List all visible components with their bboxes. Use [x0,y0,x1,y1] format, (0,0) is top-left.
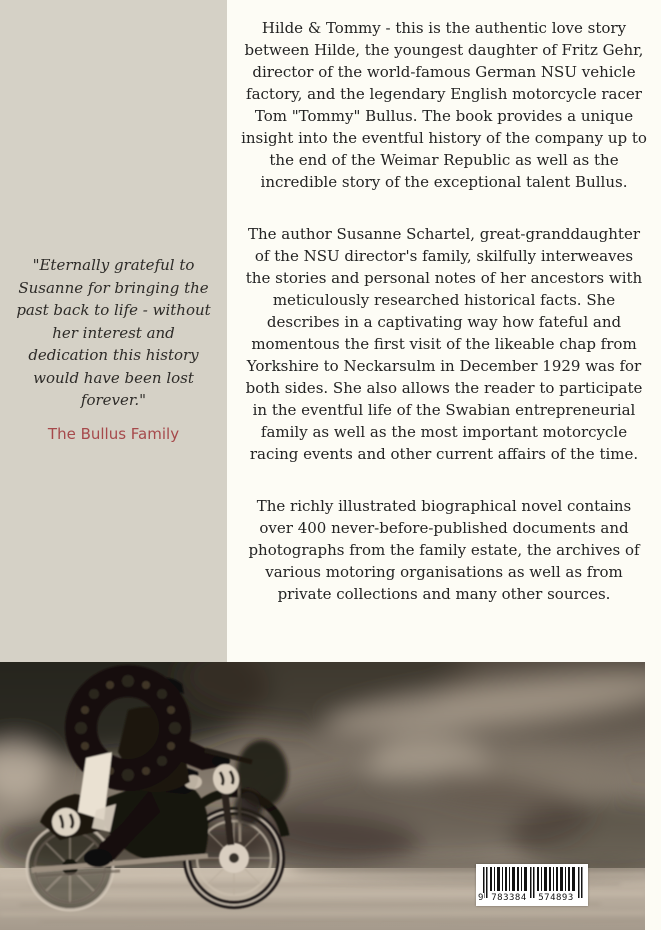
blurb-paragraph-1: Hilde & Tommy - this is the authentic love story between Hilde, the youngest daughter of Fritz Gehr, director of the world-famous German NSU vehicle factory, and the legendary English motorcycle racer Tom "Tommy" Bullus. The book provides a unique insight into the eventful history of the company up to the end of the Weimar Republic as well as the incredible story of the exceptional talent Bullus. [241,19,647,191]
blurb-paragraph-2: The author Susanne Schartel, great-granddaughter of the NSU director's family, skilfully interweaves the stories and personal notes of her ancestors with meticulously researched historical facts. She describes in a captivating way how fateful and momentous the first visit of the likeable chap from Yorkshire to Neckarsulm in December 1929 was for both sides. She also allows the reader to participate in the eventful life of the Swabian entrepreneurial family as well as the most important motorcycle racing events and other current affairs of the time. [245,225,643,463]
isbn-barcode [476,864,588,906]
testimonial-attribution: The Bullus Family [47,424,180,443]
isbn-digits [476,893,588,904]
blurb-column [227,0,661,662]
isbn-digit-group1: 783384 [489,893,529,904]
isbn-digit-prefix: 9 [478,893,484,903]
testimonial-quote: "Eternally grateful to Susanne for bringing the past back to life - without her interest and dedication this history would have been lost forever." [16,256,211,409]
testimonial-sidebar [0,0,227,662]
testimonial-block [0,254,227,443]
blurb-paragraph-3: The richly illustrated biographical novel contains over 400 never-before-published documents and photographs from the family estate, the archives of various motoring organisations as well as from private collections and many other sources. [248,497,640,603]
motorcycle-racer-photo [0,662,645,930]
isbn-digit-group2: 574893 [536,893,576,904]
